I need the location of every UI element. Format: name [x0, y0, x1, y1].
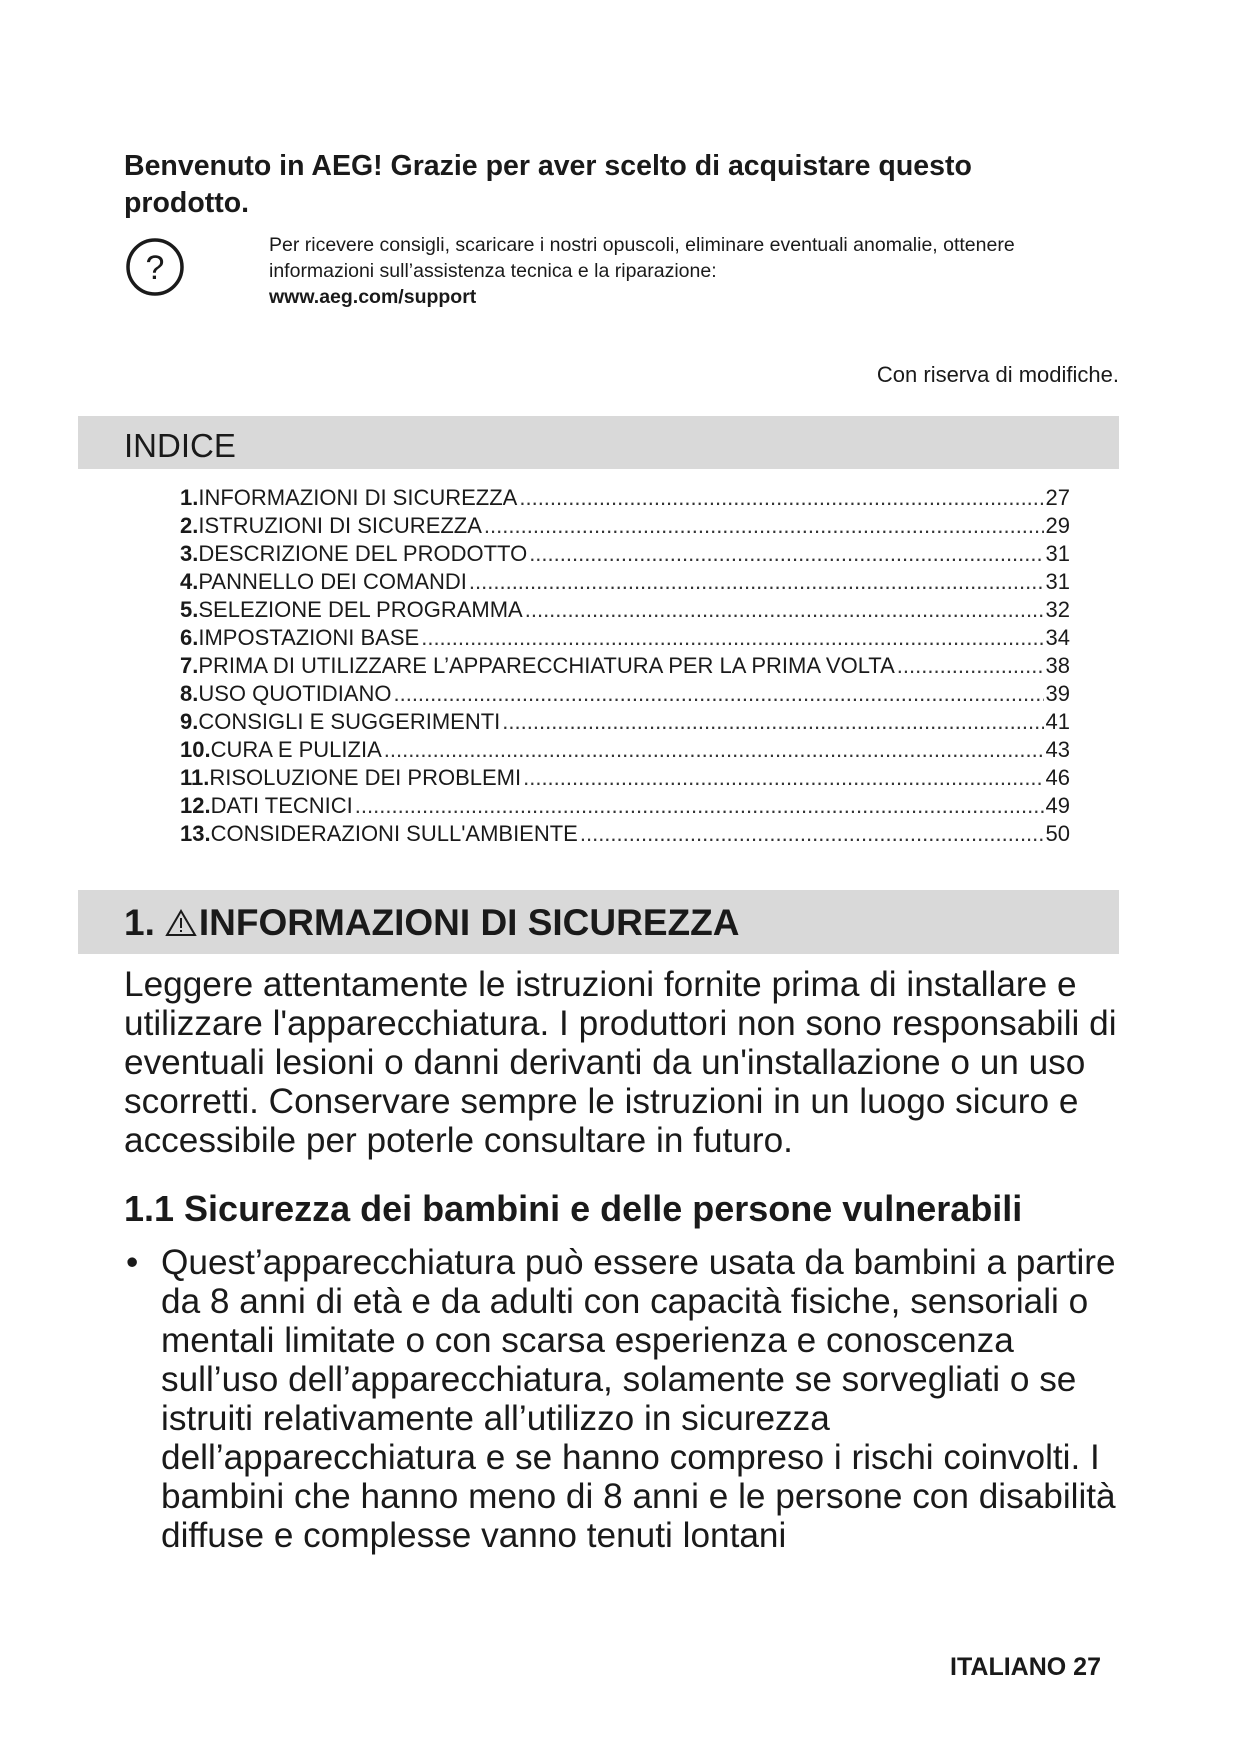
index-title: INDICE: [124, 427, 236, 464]
toc-title: RISOLUZIONE DEI PROBLEMI: [209, 765, 522, 790]
section-1-heading: [124, 901, 739, 945]
toc-leader: [525, 596, 1044, 624]
toc-entry[interactable]: [180, 568, 1070, 596]
toc-page: 38: [1045, 653, 1070, 678]
section-1-header-band: [78, 890, 1119, 954]
toc-page: 41: [1045, 709, 1070, 734]
support-description: Per ricevere consigli, scaricare i nostri opuscoli, eliminare eventuali anomalie, ottenere informazioni sull’assistenza tecnica e la riparazione:: [269, 234, 1015, 282]
toc-leader: [384, 736, 1044, 764]
toc-title: USO QUOTIDIANO: [198, 681, 392, 706]
toc-title: ISTRUZIONI DI SICUREZZA: [198, 513, 482, 538]
subsection-1-1-heading: 1.1 Sicurezza dei bambini e delle persone vulnerabili: [124, 1188, 1023, 1229]
bullet-text: Quest’apparecchiatura può essere usata da bambini a partire da 8 anni di età e da adulti con capacità fisiche, sensoriali o mentali limitate o con scarsa esperienza e conoscenza sull’uso dell’apparecchiatura, solamente se sorvegliati o se istruiti relativamente all’utilizzo in sicurezza dell’apparecchiatura e se hanno compreso i rischi coinvolti. I bambini che hanno meno di 8 anni e le persone con disabilità diffuse e complesse vanno tenuti lontani: [161, 1243, 1116, 1555]
toc-title: CONSIGLI E SUGGERIMENTI: [198, 709, 501, 734]
toc-number: 8.: [180, 681, 199, 706]
toc-entry[interactable]: [180, 540, 1070, 568]
toc-page: 31: [1045, 541, 1070, 566]
toc-leader: [469, 568, 1044, 596]
toc-entry[interactable]: [180, 708, 1070, 736]
toc-title: SELEZIONE DEL PROGRAMMA: [198, 597, 523, 622]
toc-title: PRIMA DI UTILIZZARE L’APPARECCHIATURA PER LA PRIMA VOLTA: [198, 653, 895, 678]
toc-leader: [421, 624, 1043, 652]
toc-number: 4.: [180, 569, 199, 594]
question-mark-circle-icon: [125, 237, 185, 297]
toc-entry[interactable]: [180, 596, 1070, 624]
toc-leader: [580, 820, 1044, 848]
toc-leader: [393, 680, 1043, 708]
index-header-band: [78, 416, 1119, 469]
toc-leader: [355, 792, 1044, 820]
toc-title: CONSIDERAZIONI SULL'AMBIENTE: [210, 821, 578, 846]
toc-number: 9.: [180, 709, 199, 734]
toc-page: 34: [1045, 625, 1070, 650]
toc-leader: [523, 764, 1043, 792]
toc-page: 39: [1045, 681, 1070, 706]
toc-entry[interactable]: [180, 484, 1070, 512]
toc-number: 1.: [180, 485, 199, 510]
toc-title: INFORMAZIONI DI SICUREZZA: [198, 485, 518, 510]
toc-number: 6.: [180, 625, 199, 650]
warning-triangle-icon: [165, 909, 197, 937]
toc-page: 27: [1045, 485, 1070, 510]
page-footer: ITALIANO 27: [950, 1653, 1101, 1681]
toc-leader: [502, 708, 1043, 736]
toc-page: 46: [1045, 765, 1070, 790]
toc-leader: [897, 652, 1044, 680]
toc-entry[interactable]: [180, 736, 1070, 764]
toc-leader: [529, 540, 1043, 568]
toc-entry[interactable]: [180, 792, 1070, 820]
svg-text:?: ?: [145, 249, 165, 287]
toc-number: 11.: [180, 765, 210, 790]
toc-title: IMPOSTAZIONI BASE: [198, 625, 420, 650]
table-of-contents: [180, 484, 1070, 848]
toc-page: 49: [1045, 793, 1070, 818]
toc-title: DESCRIZIONE DEL PRODOTTO: [198, 541, 528, 566]
toc-number: 10.: [180, 737, 211, 762]
support-info: [269, 232, 1099, 310]
toc-page: 50: [1045, 821, 1070, 846]
toc-entry[interactable]: [180, 652, 1070, 680]
section-1-number: 1.: [124, 902, 155, 943]
toc-title: PANNELLO DEI COMANDI: [198, 569, 467, 594]
toc-entry[interactable]: [180, 680, 1070, 708]
toc-entry[interactable]: [180, 764, 1070, 792]
toc-number: 13.: [180, 821, 211, 846]
bullet-item: [124, 1243, 1124, 1555]
support-link[interactable]: www.aeg.com/support: [269, 286, 477, 308]
toc-page: 31: [1045, 569, 1070, 594]
toc-page: 29: [1045, 513, 1070, 538]
toc-entry[interactable]: [180, 820, 1070, 848]
section-1-title: INFORMAZIONI DI SICUREZZA: [198, 902, 740, 943]
welcome-title: Benvenuto in AEG! Grazie per aver scelto di acquistare questo prodotto.: [124, 150, 972, 219]
toc-title: CURA E PULIZIA: [210, 737, 382, 762]
toc-number: 2.: [180, 513, 199, 538]
toc-page: 32: [1045, 597, 1070, 622]
toc-title: DATI TECNICI: [210, 793, 353, 818]
toc-leader: [519, 484, 1043, 512]
toc-leader: [484, 512, 1044, 540]
toc-number: 3.: [180, 541, 199, 566]
toc-entry[interactable]: [180, 624, 1070, 652]
safety-intro-paragraph: Leggere attentamente le istruzioni fornite prima di installare e utilizzare l'apparecchiatura. I produttori non sono responsabili di eventuali lesioni o danni derivanti da un'installazione o un uso scorretti. Conservare sempre le istruzioni in un luogo sicuro e accessibile per poterle consultare in futuro.: [124, 965, 1117, 1160]
toc-number: 12.: [180, 793, 211, 818]
bullet-mark: •: [126, 1243, 139, 1282]
toc-entry[interactable]: [180, 512, 1070, 540]
toc-number: 5.: [180, 597, 199, 622]
toc-number: 7.: [180, 653, 199, 678]
toc-page: 43: [1045, 737, 1070, 762]
reserve-note: Con riserva di modifiche.: [876, 362, 1119, 387]
